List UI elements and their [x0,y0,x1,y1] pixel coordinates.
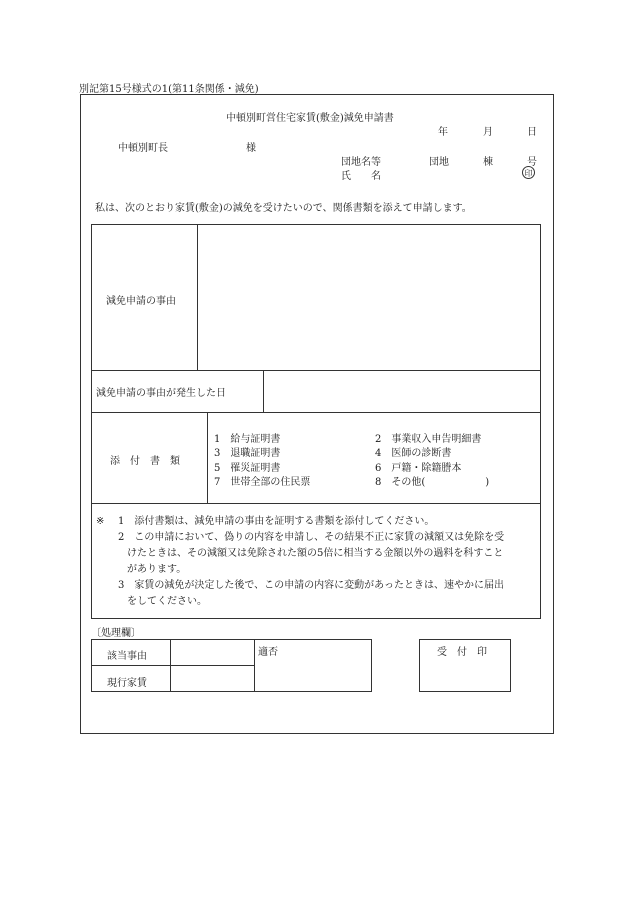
statement: 私は、次のとおり家賃(敷金)の減免を受けたいので、関係書類を添えて申請します。 [95,203,472,214]
reason-label: 減免申請の事由 [106,296,176,307]
addressee-sama: 様 [246,143,256,154]
form-title: 中頓別町営住宅家賃(敷金)減免申請書 [226,113,394,124]
attachment-item: 8 その他( ) [375,477,490,488]
attachment-item: 3 退職証明書 [214,448,281,459]
attachment-item: 1 給与証明書 [214,434,281,445]
attachment-item: 7 世帯全部の住民票 [214,477,311,488]
attachment-item: 4 医師の診断書 [375,448,452,459]
note-2-line-1: 2 この申請において、偽りの内容を申請し、その結果不正に家賃の減額又は免除を受 [118,532,505,543]
room-unit: 号 [527,157,537,168]
note-1: 1 添付書類は、減免申請の事由を証明する書類を添付してください。 [118,516,435,527]
attachment-item: 5 罹災証明書 [214,463,281,474]
attachment-item: 6 戸籍・除籍謄本 [375,463,462,474]
applicant-name-label: 氏 名 [341,171,381,182]
date-month: 月 [483,127,493,138]
applicable-reason-label: 該当事由 [107,651,147,662]
attachments-label: 添 付 書 類 [110,456,180,467]
processing-label: 〔処理欄〕 [91,628,141,639]
complex-name-label: 団地名等 [341,157,381,168]
approval-label: 適否 [258,647,278,658]
attachment-item: 2 事業収入申告明細書 [375,434,482,445]
notes-mark: ※ [96,516,105,527]
note-3-line-2: をしてください。 [127,596,207,607]
addressee-mayor: 中頓別町長 [118,143,168,154]
current-rent-label: 現行家賃 [107,678,147,689]
seal-mark: 印 [522,166,535,179]
receipt-stamp-label: 受 付 印 [437,647,487,658]
complex-unit: 団地 [429,157,449,168]
date-day: 日 [527,127,537,138]
building-unit: 棟 [483,157,493,168]
date-year: 年 [438,127,448,138]
occurrence-date-label: 減免申請の事由が発生した日 [96,388,226,399]
note-2-line-2: けたときは、その減額又は免除された額の5倍に相当する金額以外の過料を科すこと [127,548,504,559]
note-3-line-1: 3 家賃の減免が決定した後で、この申請の内容に変動があったときは、速やかに届出 [118,580,505,591]
form-reference: 別記第15号様式の1(第11条関係・減免) [79,84,259,95]
note-2-line-3: があります。 [127,564,187,575]
